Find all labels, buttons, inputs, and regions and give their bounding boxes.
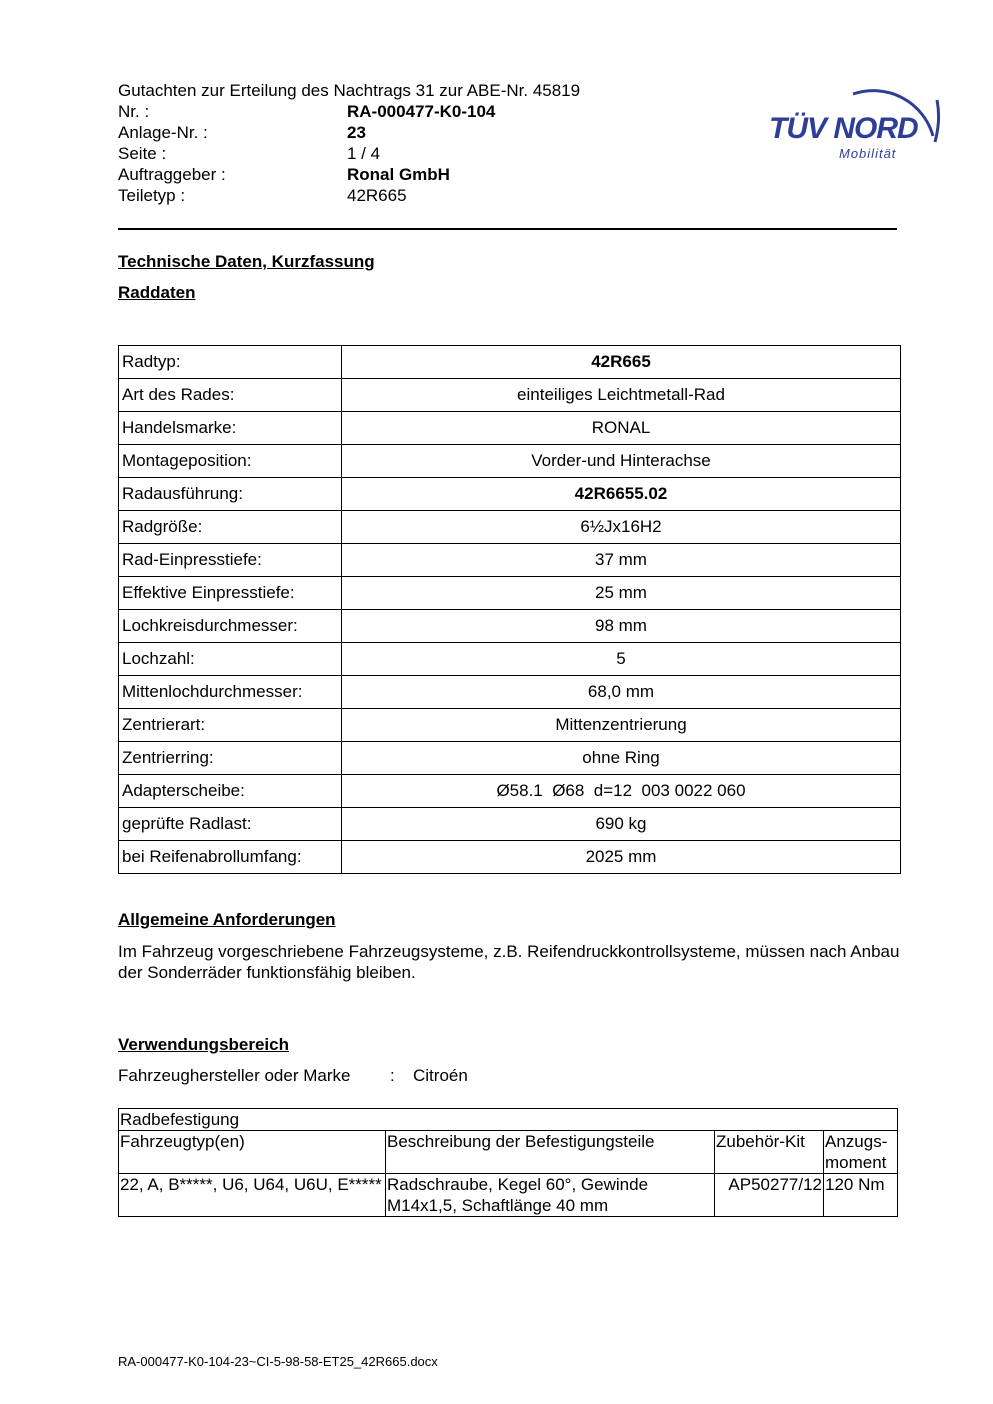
cell-value: RONAL	[342, 412, 901, 445]
meta-label: Teiletyp :	[118, 186, 186, 205]
table-row	[119, 1174, 898, 1217]
cell-key: Art des Rades:	[119, 379, 342, 412]
cell-key: Rad-Einpresstiefe:	[119, 544, 342, 577]
table-row	[119, 676, 901, 709]
table-header-row	[119, 1131, 898, 1174]
table-row	[119, 808, 901, 841]
cell-value: 37 mm	[342, 544, 901, 577]
document-title: Gutachten zur Erteilung des Nachtrags 31 zur ABE-Nr. 45819	[118, 81, 581, 100]
cell-value: 68,0 mm	[342, 676, 901, 709]
cell-key: Radausführung:	[119, 478, 342, 511]
meta-value: 42R665	[347, 186, 407, 205]
table-row	[119, 478, 901, 511]
radbefestigung-table	[118, 1108, 898, 1217]
section-heading-raddaten: Raddaten	[118, 283, 196, 302]
cell-key: Effektive Einpresstiefe:	[119, 577, 342, 610]
hersteller-line	[118, 1066, 468, 1086]
table-row	[119, 577, 901, 610]
document-header	[118, 80, 580, 206]
table-row	[119, 379, 901, 412]
header-zubehoer: Zubehör-Kit	[715, 1131, 824, 1174]
table-title-row	[119, 1109, 898, 1131]
cell-value: ohne Ring	[342, 742, 901, 775]
raddaten-table	[118, 345, 901, 874]
cell-anzugsmoment: 120 Nm	[824, 1174, 898, 1217]
meta-row-auftraggeber	[118, 164, 580, 185]
table-title: Radbefestigung	[119, 1109, 898, 1131]
cell-beschreibung: Radschraube, Kegel 60°, Gewinde M14x1,5, Schaftlänge 40 mm	[386, 1174, 715, 1217]
cell-value: 5	[342, 643, 901, 676]
table-row	[119, 841, 901, 874]
cell-value: einteiliges Leichtmetall-Rad	[342, 379, 901, 412]
meta-label: Nr. :	[118, 102, 150, 121]
tuv-nord-logo	[765, 60, 945, 170]
meta-row-teiletyp	[118, 185, 580, 206]
cell-value: 42R6655.02	[342, 478, 901, 511]
table-row	[119, 445, 901, 478]
meta-label: Anlage-Nr. :	[118, 123, 208, 142]
cell-key: Radgröße:	[119, 511, 342, 544]
section-heading-technische-daten: Technische Daten, Kurzfassung	[118, 252, 375, 271]
cell-key: geprüfte Radlast:	[119, 808, 342, 841]
section-heading-allgemein: Allgemeine Anforderungen	[118, 910, 336, 929]
cell-key: Lochkreisdurchmesser:	[119, 610, 342, 643]
cell-value: 25 mm	[342, 577, 901, 610]
meta-value: 23	[347, 123, 366, 142]
logo-brand: TÜV NORD	[769, 112, 918, 145]
meta-row-nr	[118, 101, 580, 122]
hersteller-value: Citroén	[413, 1066, 468, 1085]
cell-value: 98 mm	[342, 610, 901, 643]
footer-filename: RA-000477-K0-104-23~CI-5-98-58-ET25_42R665.docx	[118, 1354, 438, 1369]
cell-fahrzeugtyp: 22, A, B*****, U6, U64, U6U, E*****	[119, 1174, 386, 1217]
cell-key: Radtyp:	[119, 346, 342, 379]
meta-row-seite	[118, 143, 580, 164]
cell-key: Montageposition:	[119, 445, 342, 478]
cell-value: 2025 mm	[342, 841, 901, 874]
allgemein-text: Im Fahrzeug vorgeschriebene Fahrzeugsysteme, z.B. Reifendruckkontrollsysteme, müssen nach Anbau der Sonderräder funktionsfähig bleiben.	[118, 942, 900, 982]
cell-value: Vorder-und Hinterachse	[342, 445, 901, 478]
table-row	[119, 346, 901, 379]
table-row	[119, 544, 901, 577]
cell-key: Adapterscheibe:	[119, 775, 342, 808]
cell-key: bei Reifenabrollumfang:	[119, 841, 342, 874]
cell-value: 690 kg	[342, 808, 901, 841]
table-row	[119, 775, 901, 808]
cell-value: Mittenzentrierung	[342, 709, 901, 742]
meta-value: Ronal GmbH	[347, 165, 450, 184]
meta-value: RA-000477-K0-104	[347, 102, 496, 121]
table-row	[119, 709, 901, 742]
meta-value: 1 / 4	[347, 144, 381, 163]
hersteller-colon: :	[390, 1066, 395, 1085]
cell-key: Mittenlochdurchmesser:	[119, 676, 342, 709]
meta-label: Auftraggeber :	[118, 165, 226, 184]
cell-key: Lochzahl:	[119, 643, 342, 676]
meta-label: Seite :	[118, 144, 167, 163]
cell-value: Ø58.1 Ø68 d=12 003 0022 060	[342, 775, 901, 808]
table-row	[119, 412, 901, 445]
cell-key: Zentrierring:	[119, 742, 342, 775]
cell-value: 42R665	[342, 346, 901, 379]
cell-value: 6½Jx16H2	[342, 511, 901, 544]
section-heading-verwendung: Verwendungsbereich	[118, 1035, 289, 1054]
header-anzugsmoment: Anzugs-moment	[824, 1131, 898, 1174]
table-row	[119, 511, 901, 544]
header-rule	[118, 228, 897, 230]
cell-key: Zentrierart:	[119, 709, 342, 742]
cell-key: Handelsmarke:	[119, 412, 342, 445]
table-row	[119, 643, 901, 676]
table-row	[119, 610, 901, 643]
hersteller-label: Fahrzeughersteller oder Marke	[118, 1066, 351, 1085]
header-beschreibung: Beschreibung der Befestigungsteile	[386, 1131, 715, 1174]
header-fahrzeugtyp: Fahrzeugtyp(en)	[119, 1131, 386, 1174]
cell-zubehoer: AP50277/12	[715, 1174, 824, 1217]
logo-sub: Mobilität	[839, 146, 897, 161]
logo-arc-lower	[935, 100, 939, 142]
table-row	[119, 742, 901, 775]
meta-row-anlage	[118, 122, 580, 143]
